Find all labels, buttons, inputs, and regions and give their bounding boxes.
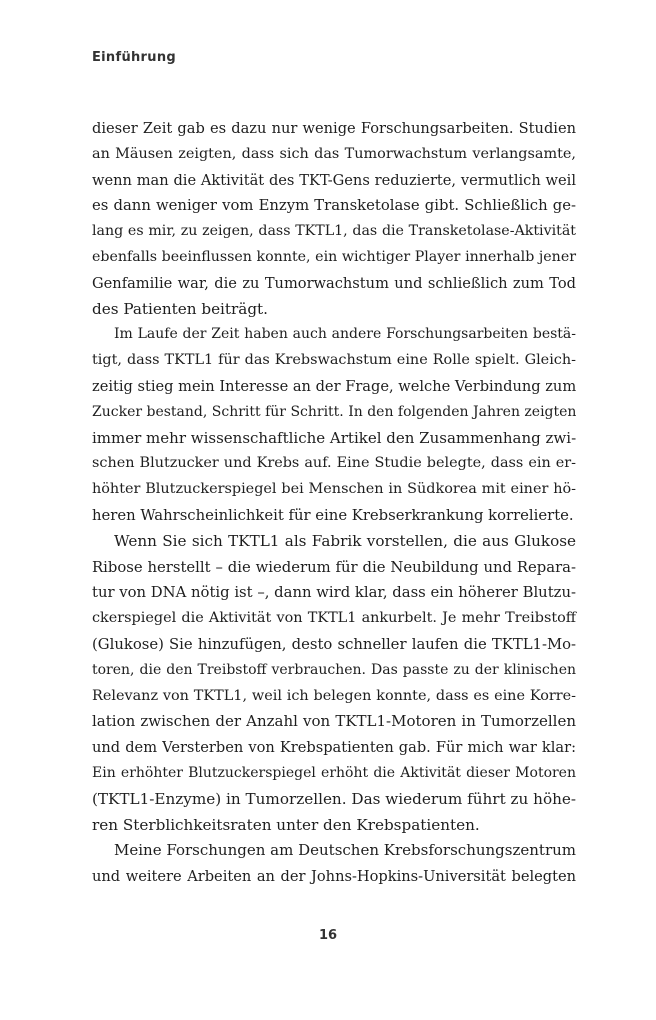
running-head: Einführung	[92, 50, 176, 65]
text-line: immer mehr wissenschaftliche Artikel den Zusammenhang zwi-	[92, 428, 577, 447]
text-line: (Glukose) Sie hinzufügen, desto schneller laufen die TKTL1-Mo-	[92, 635, 576, 653]
text-line: es dann weniger vom Enzym Transketolase gibt. Schließlich ge-	[92, 197, 576, 215]
text-line: tigt, dass TKTL1 für das Krebswachstum eine Rolle spielt. Gleich-	[92, 352, 576, 369]
text-line: und weitere Arbeiten an der Johns-Hopkins-Universität belegten	[92, 868, 576, 886]
text-line: lang es mir, zu zeigen, dass TKTL1, das die Transketolase-Aktivität	[92, 223, 576, 240]
text-line: tur von DNA nötig ist –, dann wird klar, dass ein höherer Blutzu-	[92, 584, 576, 602]
text-line: heren Wahrscheinlichkeit für eine Krebserkrankung korrelierte.	[92, 506, 574, 524]
text-line: an Mäusen zeigten, dass sich das Tumorwachstum verlangsamte,	[92, 145, 576, 162]
text-line: dieser Zeit gab es dazu nur wenige Forschungsarbeiten. Studien	[92, 120, 576, 137]
body-text	[92, 116, 576, 890]
text-line: Meine Forschungen am Deutschen Krebsforschungszentrum	[114, 841, 576, 860]
text-line: höhter Blutzuckerspiegel bei Menschen in Südkorea mit einer hö-	[92, 481, 576, 498]
text-line: Im Laufe der Zeit haben auch andere Forschungsarbeiten bestä-	[114, 326, 576, 343]
text-line: zeitig stieg mein Interesse an der Frage, welche Verbindung zum	[92, 377, 577, 395]
text-line: des Patienten beiträgt.	[92, 299, 268, 318]
text-line: Zucker bestand, Schritt für Schritt. In den folgenden Jahren zeigten	[92, 403, 577, 420]
text-line: Relevanz von TKTL1, weil ich belegen konnte, dass es eine Korre-	[92, 687, 576, 704]
page-number: 16	[318, 928, 338, 943]
text-line: Genfamilie war, die zu Tumorwachstum und schließlich zum Tod	[92, 274, 576, 292]
text-line: Wenn Sie sich TKTL1 als Fabrik vorstellen, die aus Glukose	[114, 531, 576, 550]
text-line: ren Sterblichkeitsraten unter den Krebspatienten.	[92, 815, 480, 834]
text-line: Ein erhöhter Blutzuckerspiegel erhöht die Aktivität dieser Motoren	[92, 764, 576, 781]
text-line: (TKTL1-Enzyme) in Tumorzellen. Das wiederum führt zu höhe-	[92, 789, 576, 808]
text-line: lation zwischen der Anzahl von TKTL1-Motoren in Tumorzellen	[92, 712, 576, 731]
text-line: und dem Versterben von Krebspatienten gab. Für mich war klar:	[92, 739, 576, 757]
text-line: toren, die den Treibstoff verbrauchen. Das passte zu der klinischen	[92, 661, 576, 678]
text-line: ebenfalls beeinflussen konnte, ein wichtiger Player innerhalb jener	[92, 248, 576, 265]
text-line: schen Blutzucker und Krebs auf. Eine Studie belegte, dass ein er-	[92, 455, 576, 472]
text-line: Ribose herstellt – die wiederum für die Neubildung und Repara-	[92, 558, 576, 576]
text-line: wenn man die Aktivität des TKT-Gens reduzierte, vermutlich weil	[92, 171, 576, 189]
text-line: ckerspiegel die Aktivität von TKTL1 ankurbelt. Je mehr Treibstoff	[92, 610, 576, 627]
